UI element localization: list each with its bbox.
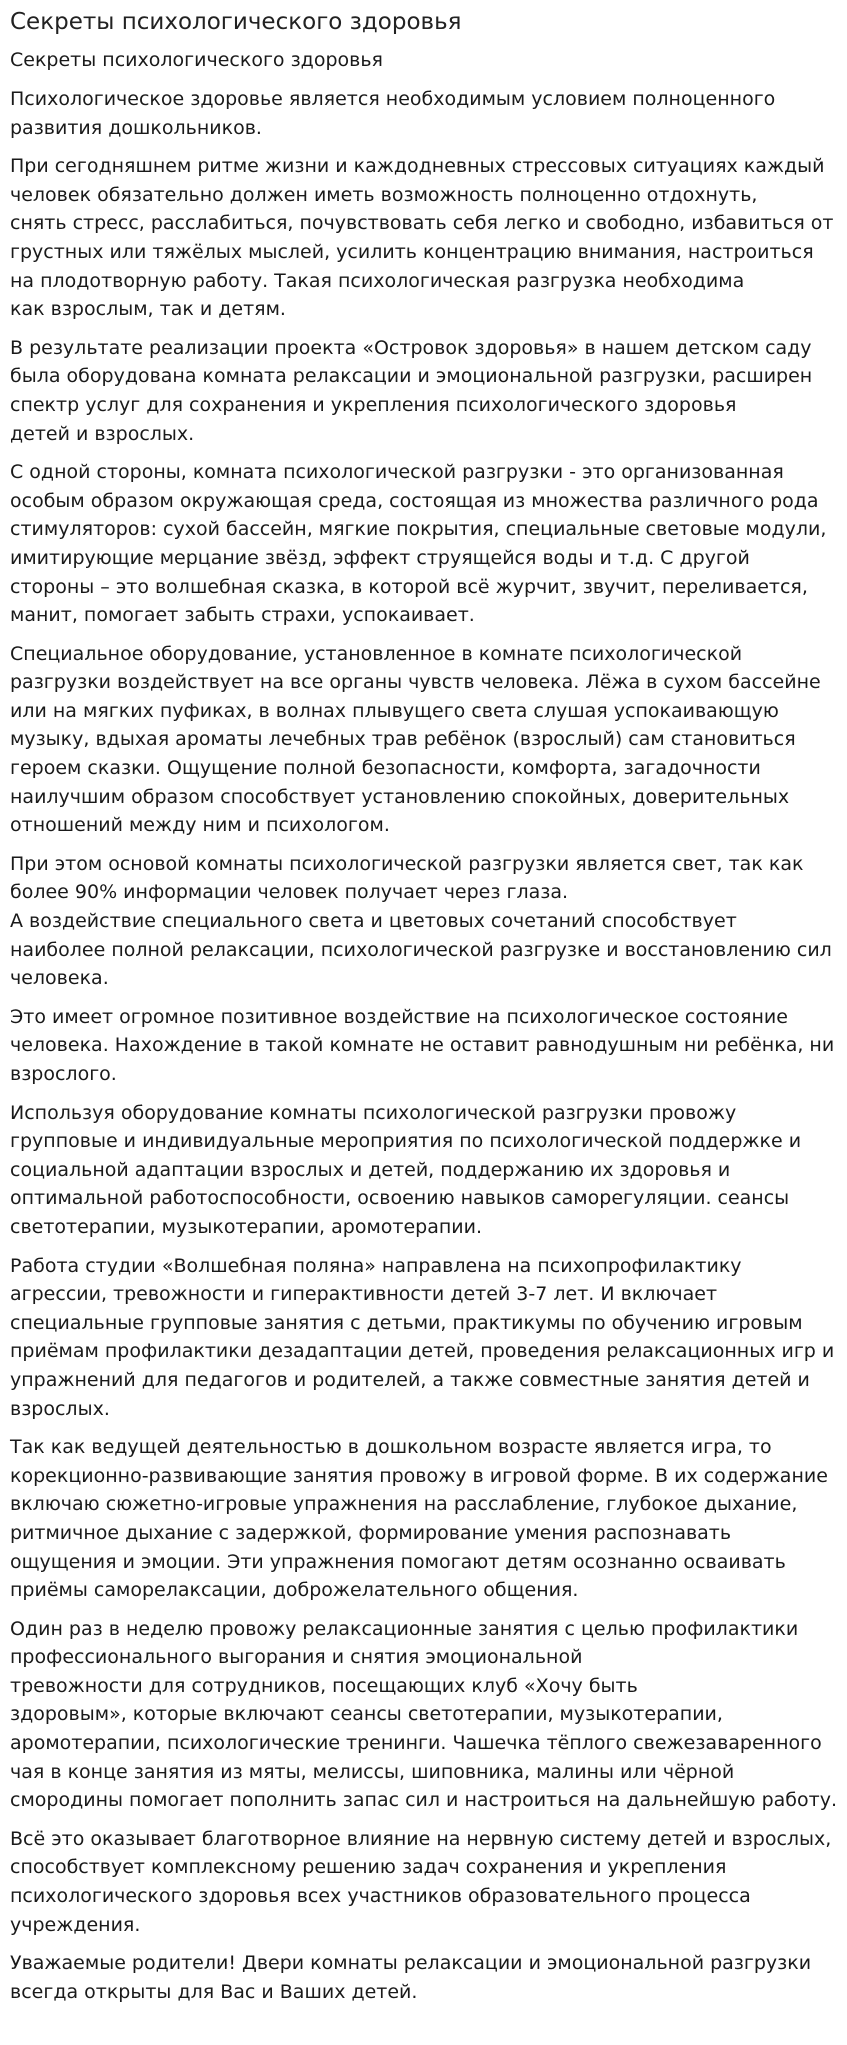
paragraph-invitation: Уважаемые родители! Двери комнаты релаксации и эмоциональной разгрузки всегда открыты для Вас и Ваших детей. xyxy=(10,1952,812,2003)
paragraph-equipment: Специальное оборудование, установленное в комнате психологической разгрузки воздействует на все органы чувств человека. Лёжа в сухом бассейне или на мягких пуфиках, в волнах плывущего света слушая успокаивающую музыку, вдыхая ароматы лечебных трав ребёнок (взрослый) сам становиться героем сказки. Ощущение полной безопасности, комфорта, загадочности наилучшим образом способствует установлению спокойных, доверительных отношений между ним и психологом. xyxy=(10,642,821,837)
paragraph-project-result: В результате реализации проекта «Островок здоровья» в нашем детском саду была оборудована комната релаксации и эмоциональной разгрузки, расширен спектр услуг для сохранения и укрепления психологического здоровья детей и взрослых. xyxy=(10,336,813,445)
paragraph-room-description: С одной стороны, комната психологической разгрузки - это организованная особым образом окружающая среда, состоящая из множества различного рода стимуляторов: сухой бассейн, мягкие покрытия, специальные световые модули, имитирующие мерцание звёзд, эффект струящейся воды и т.д. С другой стороны – это волшебная сказка, в которой всё журчит, звучит, переливается, манит, помогает забыть страхи, успокаивает. xyxy=(10,461,827,627)
paragraph-benefits: Всё это оказывает благотворное влияние на нервную систему детей и взрослых, способствует комплексному решению задач сохранения и укрепления психологического здоровья всех участников образовательного процесса учреждения. xyxy=(10,1827,832,1936)
paragraph-rhythm-of-life: При сегодняшнем ритме жизни и каждодневных стрессовых ситуациях каждый человек обязательно должен иметь возможность полноценно отдохнуть, снять стресс, расслабиться, почувствовать себя легко и свободно, избавиться от грустных или тяжёлых мыслей, усилить концентрацию внимания, настроиться на плодотворную работу. Такая психологическая разгрузка необходима как взрослым, так и детям. xyxy=(10,155,834,321)
paragraph-studio: Работа студии «Волшебная поляна» направлена на психопрофилактику агрессии, тревожности и гиперактивности детей 3-7 лет. И включает специальные групповые занятия с детьми, практикумы по обучению игровым приёмам профилактики дезадаптации детей, проведения релаксационных игр и упражнений для педагогов и родителей, а также совместные занятия детей и взрослых. xyxy=(10,1254,835,1420)
paragraph-activities: Используя оборудование комнаты психологической разгрузки провожу групповые и индивидуальные мероприятия по психологической поддержке и социальной адаптации взрослых и детей, поддержанию их здоровья и оптимальной работоспособности, освоению навыков саморегуляции. сеансы светотерапии, музыкотерапии, аромотерапии. xyxy=(10,1101,802,1238)
page-title: Секреты психологического здоровья xyxy=(10,9,462,35)
paragraph-weekly-sessions: Один раз в неделю провожу релаксационные занятия с целью профилактики профессионального выгорания и снятия эмоциональной тревожности для сотрудников, посещающих клуб «Хочу быть здоровым», которые включают сеансы светотерапии, музыкотерапии, аромотерапии, психологические тренинги. Чашечка тёплого свежезаваренного чая в конце занятия из мяты, мелиссы, шиповника, малины или чёрной смородины помогает пополнить запас сил и настроиться на дальнейшую работу. xyxy=(10,1617,837,1812)
paragraph-intro: Психологическое здоровье является необходимым условием полноценного развития дошкольников. xyxy=(10,88,776,139)
article-subtitle: Секреты психологического здоровья xyxy=(10,49,383,71)
paragraph-impact: Это имеет огромное позитивное воздействие на психологическое состояние человека. Нахождение в такой комнате не оставит равнодушным ни ребёнка, ни взрослого. xyxy=(10,1005,835,1085)
paragraph-light: При этом основой комнаты психологической разгрузки является свет, так как более 90% информации человек получает через глаза. А воздействие специального света и цветовых сочетаний способствует наиболее полной релаксации, психологической разгрузке и восстановлению сил человека. xyxy=(10,852,832,990)
paragraph-play: Так как ведущей деятельностью в дошкольном возрасте является игра, то корекционно-развивающие занятия провожу в игровой форме. В их содержание включаю сюжетно-игровые упражнения на расслабление, глубокое дыхание, ритмичное дыхание с задержкой, формирование умения распознавать ощущения и эмоции. Эти упражнения помогают детям осознанно осваивать приёмы саморелаксации, доброжелательного общения. xyxy=(10,1436,828,1602)
